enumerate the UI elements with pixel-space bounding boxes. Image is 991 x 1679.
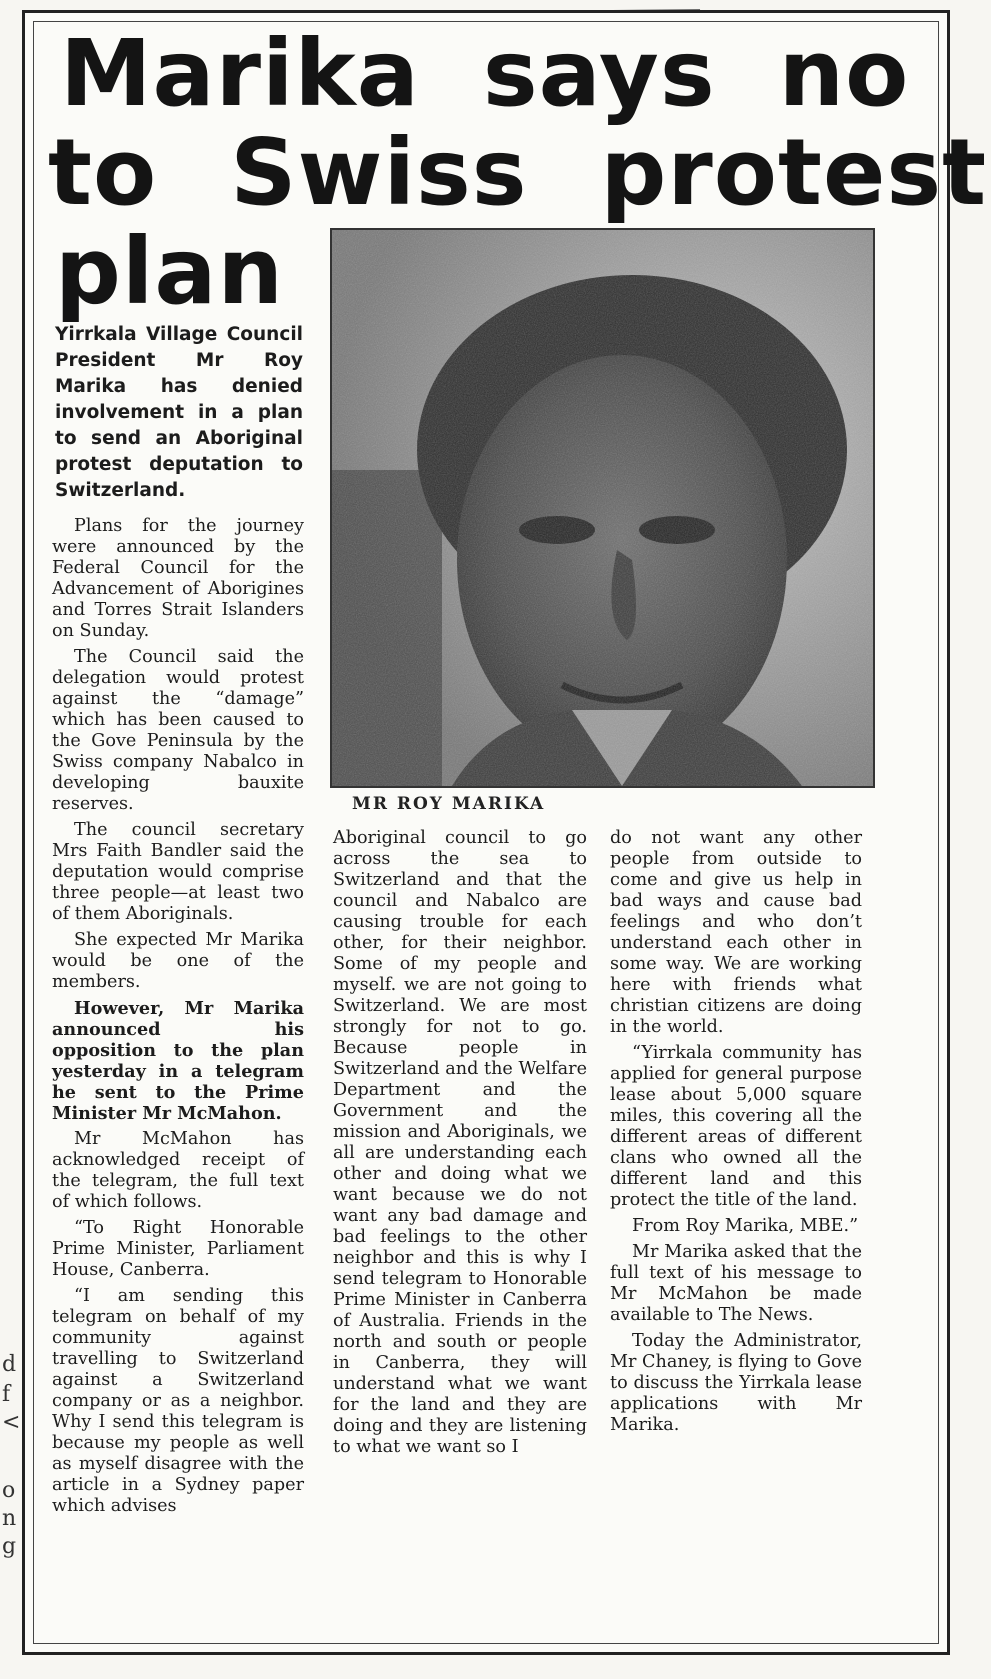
- margin-fragment: f: [2, 1382, 11, 1407]
- margin-fragment: d: [2, 1352, 17, 1377]
- paragraph: “To Right Honorable Prime Minister, Parliament House, Canberra.: [52, 1218, 304, 1280]
- margin-fragment: <: [2, 1410, 21, 1435]
- headline-line-3: plan: [55, 218, 284, 325]
- article-column-1: [52, 516, 304, 1522]
- paragraph: “Yirrkala community has applied for general purpose lease about 5,000 square miles, this covering all the different areas of different clans who owned all the different land and this protect the title of the land.: [610, 1043, 862, 1210]
- photo-caption: MR ROY MARIKA: [352, 794, 546, 814]
- article-column-2: [333, 828, 587, 1463]
- paragraph: “I am sending this telegram on behalf of my community against travelling to Switzerland against a Switzerland company or as a neighbor. Why I send this telegram is because my people as well as myself disagree with the article in a Sydney paper which advises: [52, 1286, 304, 1516]
- headline-line-2: to Swiss protest: [48, 119, 988, 226]
- portrait-photo: [330, 228, 875, 788]
- paragraph: Today the Administrator, Mr Chaney, is flying to Gove to discuss the Yirrkala lease applications with Mr Marika.: [610, 1331, 862, 1435]
- margin-fragment: o: [2, 1478, 16, 1503]
- paragraph: The Council said the delegation would protest against the “damage” which has been caused to the Gove Peninsula by the Swiss company Nabalco in developing bauxite reserves.: [52, 647, 304, 814]
- paragraph: Mr McMahon has acknowledged receipt of the telegram, the full text of which follows.: [52, 1129, 304, 1212]
- margin-strip: [0, 0, 22, 1679]
- paragraph: From Roy Marika, MBE.”: [632, 1216, 859, 1236]
- paragraph: She expected Mr Marika would be one of the members.: [52, 930, 304, 992]
- margin-fragment: n: [2, 1506, 17, 1531]
- paragraph: The council secretary Mrs Faith Bandler said the deputation would comprise three people—at least two of them Aboriginals.: [52, 820, 304, 924]
- paragraph-bold: However, Mr Marika announced his opposition to the plan yesterday in a telegram he sent to the Prime Minister Mr McMahon.: [52, 998, 304, 1124]
- paragraph: Mr Marika asked that the full text of his message to Mr McMahon be made available to The News.: [610, 1242, 862, 1325]
- lead-paragraph: Yirrkala Village Council President Mr Roy Marika has denied involvement in a plan to send an Aboriginal protest deputation to Switzerland.: [55, 324, 303, 501]
- paragraph: Aboriginal council to go across the sea to Switzerland and that the council and Nabalco are causing trouble for each other, for their neighbor. Some of my people and myself. we are not going to Switzerland. We are most strongly for not to go. Because people in Switzerland and the Welfare Department and the Government and the mission and Aboriginals, we all are understanding each other and doing what we want because we do not want any bad damage and bad feelings to the other neighbor and this is why I send telegram to Honorable Prime Minister in Canberra of Australia. Friends in the north and south or people in Canberra, they will understand what we want for the land and they are doing and they are listening to what we want so I: [333, 828, 587, 1457]
- article-column-3: [610, 828, 862, 1441]
- paragraph: Plans for the journey were announced by the Federal Council for the Advancement of Aborigines and Torres Strait Islanders on Sunday.: [52, 516, 304, 641]
- paragraph: do not want any other people from outside to come and give us help in bad ways and cause bad feelings and who don’t understand each other in some way. We are working here with friends what christian citizens are doing in the world.: [610, 828, 862, 1037]
- margin-fragment: g: [2, 1534, 17, 1559]
- headline-line-1: Marika says no: [60, 20, 910, 127]
